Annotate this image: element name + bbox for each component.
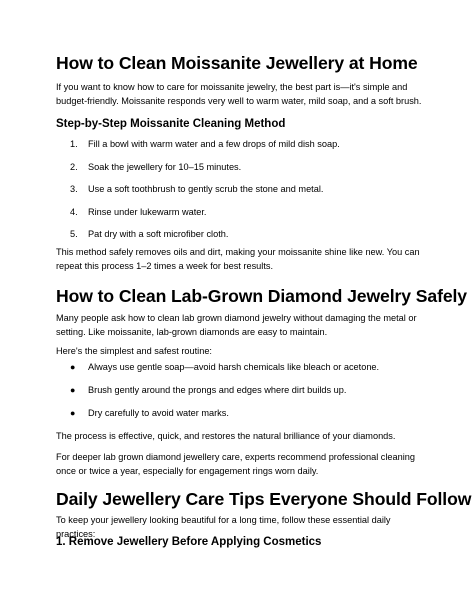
list-item	[56, 361, 422, 384]
step-number: 1.	[70, 139, 78, 149]
section-title-daily-care: Daily Jewellery Care Tips Everyone Should Follow	[56, 489, 472, 509]
list-item	[56, 161, 422, 184]
step-text: Soak the jewellery for 10–15 minutes.	[88, 161, 242, 172]
process-paragraph: The process is effective, quick, and restores the natural brilliance of your diamonds.	[56, 431, 396, 441]
list-item	[56, 384, 422, 407]
step-number: 2.	[70, 161, 78, 172]
list-item	[56, 206, 422, 229]
step-number: 3.	[70, 184, 78, 195]
sub-heading-remove-jewellery: 1. Remove Jewellery Before Applying Cosmetics	[56, 536, 322, 548]
steps-heading: Step-by-Step Moissanite Cleaning Method	[56, 118, 286, 130]
intro-paragraph: If you want to know how to care for moissanite jewelry, the best part is—it's simple and budget-friendly. Moissanite responds very well to warm water, mild soap, and a soft brush.	[56, 82, 422, 106]
step-text: Use a soft toothbrush to gently scrub the stone and metal.	[88, 184, 324, 195]
list-item	[56, 407, 422, 430]
lab-grown-intro-paragraph: Many people ask how to clean lab grown diamond jewelry without damaging the metal or setting. Like moissanite, lab-grown diamonds are easy to maintain.	[56, 313, 417, 337]
list-item	[56, 183, 422, 206]
step-text: Pat dry with a soft microfiber cloth.	[88, 229, 229, 240]
bullet-icon: ●	[70, 408, 76, 419]
step-text: Rinse under lukewarm water.	[88, 206, 207, 217]
step-number: 5.	[70, 229, 78, 240]
section-title-lab-grown: How to Clean Lab-Grown Diamond Jewelry Safely	[56, 286, 467, 306]
bullet-icon: ●	[70, 385, 76, 396]
method-outro-paragraph: This method safely removes oils and dirt, making your moissanite shine like new. You can repeat this process 1–2 times a week for best results.	[56, 247, 420, 271]
section-title-moissanite: How to Clean Moissanite Jewellery at Home	[56, 53, 418, 73]
daily-care-intro-paragraph: To keep your jewellery looking beautiful for a long time, follow these essential daily practices:	[56, 515, 391, 539]
bullet-icon: ●	[70, 362, 76, 372]
routine-bullet-list	[56, 361, 422, 431]
bullet-text: Brush gently around the prongs and edges where dirt builds up.	[88, 385, 347, 396]
routine-intro-paragraph: Here's the simplest and safest routine:	[56, 346, 212, 356]
step-text: Fill a bowl with warm water and a few drops of mild dish soap.	[88, 139, 340, 149]
steps-list	[56, 138, 422, 251]
list-item	[56, 138, 422, 161]
bullet-text: Always use gentle soap—avoid harsh chemicals like bleach or acetone.	[88, 362, 380, 372]
bullet-text: Dry carefully to avoid water marks.	[88, 408, 229, 419]
deeper-care-paragraph: For deeper lab grown diamond jewellery care, experts recommend professional cleaning once or twice a year, especially for engagement rings worn daily.	[56, 452, 416, 476]
step-number: 4.	[70, 206, 78, 217]
